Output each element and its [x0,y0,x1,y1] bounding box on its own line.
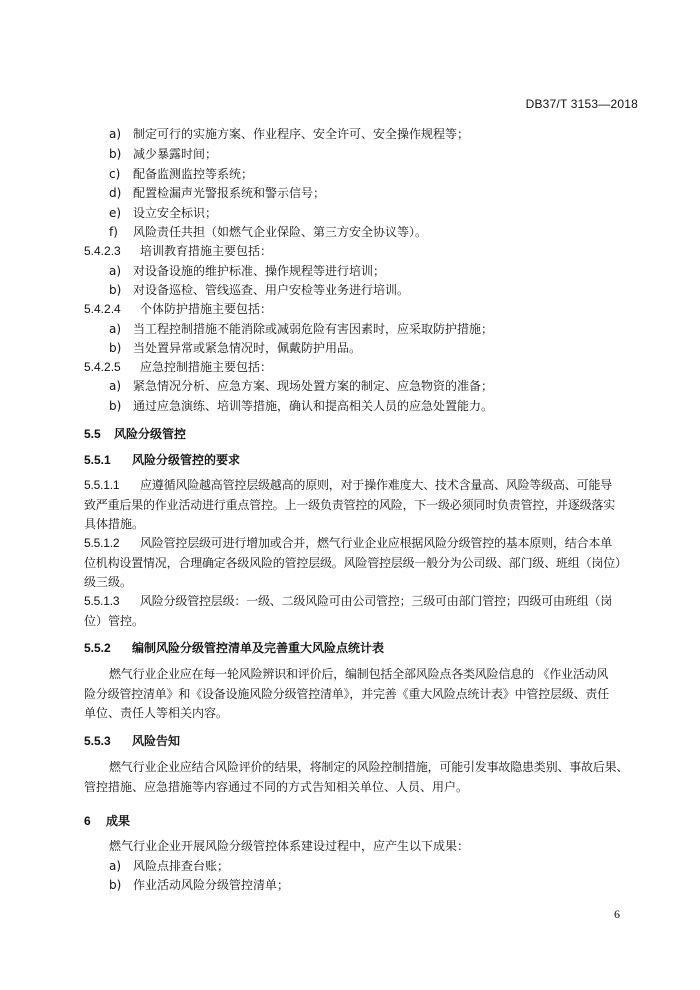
section-heading-6: 6 成果 [84,814,131,828]
paragraph-line: 单位、责任人等相关内容。 [84,706,229,720]
list-item: f) 风险责任共担（如燃气企业保险、第三方安全协议等）。 [109,225,428,239]
paragraph-line: 燃气行业企业应在每一轮风险辨识和评价后，编制包括全部风险点各类风险信息的 《作业活动风 [109,667,609,681]
paragraph-line: 致严重后果的作业活动进行重点管控。上一级负责管控的风险，下一级必须同时负责管控，并逐级落实 [84,498,616,512]
list-item: e) 设立安全标识； [109,206,218,220]
section-heading-5-5-2: 5.5.2 编制风险分级管控清单及完善重大风险点统计表 [84,641,385,655]
clause-5-4-2-3: 5.4.2.3 培训教育措施主要包括： [84,244,273,258]
list-item: a) 对设备设施的维护标准、操作规程等进行培训； [109,264,386,278]
list-item: b) 作业活动风险分级管控清单； [109,878,290,892]
page-number: 6 [614,907,620,921]
paragraph-line: 位机构设置情况，合理确定各级风险的管控层级。风险管控层级一般分为公司级、部门级、班组（岗位） [84,556,627,570]
document-code: DB37/T 3153—2018 [525,97,638,111]
list-item: b) 通过应急演练、培训等措施，确认和提高相关人员的应急处置能力。 [109,399,494,413]
paragraph-line: 燃气行业企业应结合风险评价的结果，将制定的风险控制措施，可能引发事故隐患类别、事故后果、 [109,760,629,774]
list-item: a) 紧急情况分析、应急方案、现场处置方案的制定、应急物资的准备； [109,379,494,393]
list-item: b) 当处置异常或紧急情况时，佩戴防护用品。 [109,341,362,355]
section-heading-5-5: 5.5 风险分级管控 [84,427,187,441]
paragraph-line: 级三级。 [84,575,133,589]
clause-5-4-2-5: 5.4.2.5 应急控制措施主要包括： [84,360,273,374]
section-heading-5-5-1: 5.5.1 风险分级管控的要求 [84,453,241,467]
paragraph-line: 管控措施、应急措施等内容通过不同的方式告知相关单位、人员、用户。 [84,780,469,794]
paragraph-line: 具体措施。 [84,517,145,531]
list-item: b) 对设备巡检、管线巡查、用户安检等业务进行培训。 [109,283,410,297]
clause-5-5-1-2: 5.5.1.2 风险管控层级可进行增加或合并，燃气行业企业应根据风险分级管控的基本原则，结合本单 [84,536,613,550]
list-item: c) 配备监测监控等系统； [109,167,254,181]
clause-5-4-2-4: 5.4.2.4 个体防护措施主要包括： [84,302,273,316]
paragraph-line: 险分级管控清单》和《设备设施风险分级管控清单》，并完善《重大风险点统计表》中管控层级、责任 [84,687,610,701]
list-item: a) 制定可行的实施方案、作业程序、安全许可、安全操作规程等； [109,127,470,141]
paragraph-line: 位）管控。 [84,614,145,628]
list-item: a) 风险点排查台账； [109,859,230,873]
paragraph-line: 燃气行业企业开展风险分级管控体系建设过程中，应产生以下成果： [109,839,470,853]
clause-5-5-1-1: 5.5.1.1 应遵循风险越高管控层级越高的原则，对于操作难度大、技术含量高、风险等级高、可能导 [84,478,613,492]
list-item: d) 配置检漏声光警报系统和警示信号； [109,186,326,200]
list-item: b) 减少暴露时间； [109,147,218,161]
list-item: a) 当工程控制措施不能消除或减弱危险有害因素时，应采取防护措施； [109,322,494,336]
clause-5-5-1-3: 5.5.1.3 风险分级管控层级：一级、二级风险可由公司管控；三级可由部门管控；四级可由班组（岗 [84,594,613,608]
section-heading-5-5-3: 5.5.3 风险告知 [84,734,181,748]
